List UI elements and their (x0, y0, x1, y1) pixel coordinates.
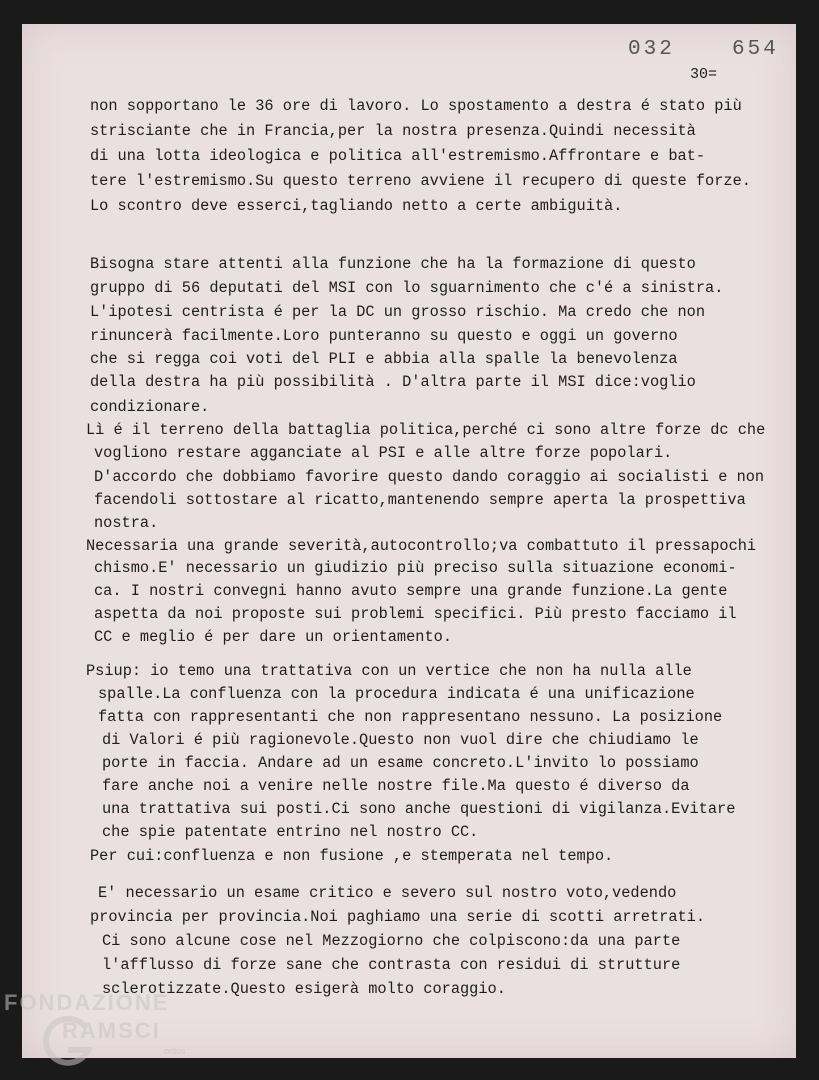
archive-number-right: 654 (732, 38, 779, 61)
text-line: aspetta da noi proposte sui problemi specifici. Più presto facciamo il (94, 605, 737, 623)
text-line: Lo scontro deve esserci,tagliando netto a certe ambiguità. (90, 197, 623, 215)
watermark-line1: FONDAZIONE (4, 990, 170, 1015)
text-line: una trattativa sui posti.Ci sono anche questioni di vigilanza.Evitare (102, 800, 736, 818)
text-line: di una lotta ideologica e politica all'estremismo.Affrontare e bat- (90, 147, 706, 165)
text-line: spalle.La confluenza con la procedura indicata é una unificazione (98, 685, 695, 703)
text-line: Per cui:confluenza e non fusione ,e stemperata nel tempo. (90, 847, 614, 865)
text-line: gruppo di 56 deputati del MSI con lo sguarnimento che c'é a sinistra. (90, 279, 724, 297)
text-line: l'afflusso di forze sane che contrasta con residui di strutture (102, 956, 681, 974)
text-line: facendoli sottostare al ricatto,mantenendo sempre aperta la prospettiva (94, 491, 746, 509)
text-line: chismo.E' necessario un giudizio più preciso sulla situazione economi- (94, 559, 737, 577)
text-line: rinuncerà facilmente.Loro punteranno su questo e oggi un governo (90, 327, 678, 345)
text-line: fare anche noi a venire nelle nostre file.Ma questo é diverso da (102, 777, 690, 795)
watermark-line2: RAMSCI (62, 1018, 161, 1043)
archive-number-left: 032 (628, 38, 675, 61)
text-line: strisciante che in Francia,per la nostra presenza.Quindi necessità (90, 122, 696, 140)
text-line: Ci sono alcune cose nel Mezzogiorno che colpiscono:da una parte (102, 932, 681, 950)
text-line: fatta con rappresentanti che non rappresentano nessuno. La posizione (98, 708, 723, 726)
text-line: D'accordo che dobbiamo favorire questo dando coraggio ai socialisti e non (94, 468, 765, 486)
text-line: provincia per provincia.Noi paghiamo una serie di scotti arretrati. (90, 908, 706, 926)
fondazione-gramsci-watermark (4, 990, 214, 1070)
text-line: condizionare. (90, 398, 210, 416)
text-line: E' necessario un esame critico e severo sul nostro voto,vedendo (98, 884, 677, 902)
text-line: Bisogna stare attenti alla funzione che ha la formazione di questo (90, 255, 696, 273)
text-line: Lì é il terreno della battaglia politica,perché ci sono altre forze dc che (86, 421, 766, 439)
text-line: porte in faccia. Andare ad un esame concreto.L'invito lo possiamo (102, 754, 699, 772)
text-line: della destra ha più possibilità . D'altra parte il MSI dice:voglio (90, 373, 696, 391)
page-number-mark: 30= (690, 66, 718, 83)
text-line: vogliono restare agganciate al PSI e alle altre forze popolari. (94, 444, 673, 462)
text-line: CC e meglio é per dare un orientamento. (94, 628, 453, 646)
text-line: di Valori é più ragionevole.Questo non vuol dire che chiudiamo le (102, 731, 699, 749)
text-line: non sopportano le 36 ore di lavoro. Lo spostamento a destra é stato più (90, 97, 742, 115)
text-line: che spie patentate entrino nel nostro CC. (102, 823, 479, 841)
text-line: nostra. (94, 514, 159, 532)
text-line: che si regga coi voti del PLI e abbia alla spalle la benevolenza (90, 350, 678, 368)
watermark-sub: onlus (164, 1046, 186, 1056)
text-line: sclerotizzate.Questo esigerà molto coraggio. (102, 980, 506, 998)
text-line: L'ipotesi centrista é per la DC un grosso rischio. Ma credo che non (90, 303, 706, 321)
text-line: Psiup: io temo una trattativa con un vertice che non ha nulla alle (86, 662, 692, 680)
text-line: tere l'estremismo.Su questo terreno avviene il recupero di queste forze. (90, 172, 751, 190)
text-line: ca. I nostri convegni hanno avuto sempre una grande funzione.La gente (94, 582, 728, 600)
text-line: Necessaria una grande severità,autocontrollo;va combattuto il pressapochi (86, 537, 757, 555)
